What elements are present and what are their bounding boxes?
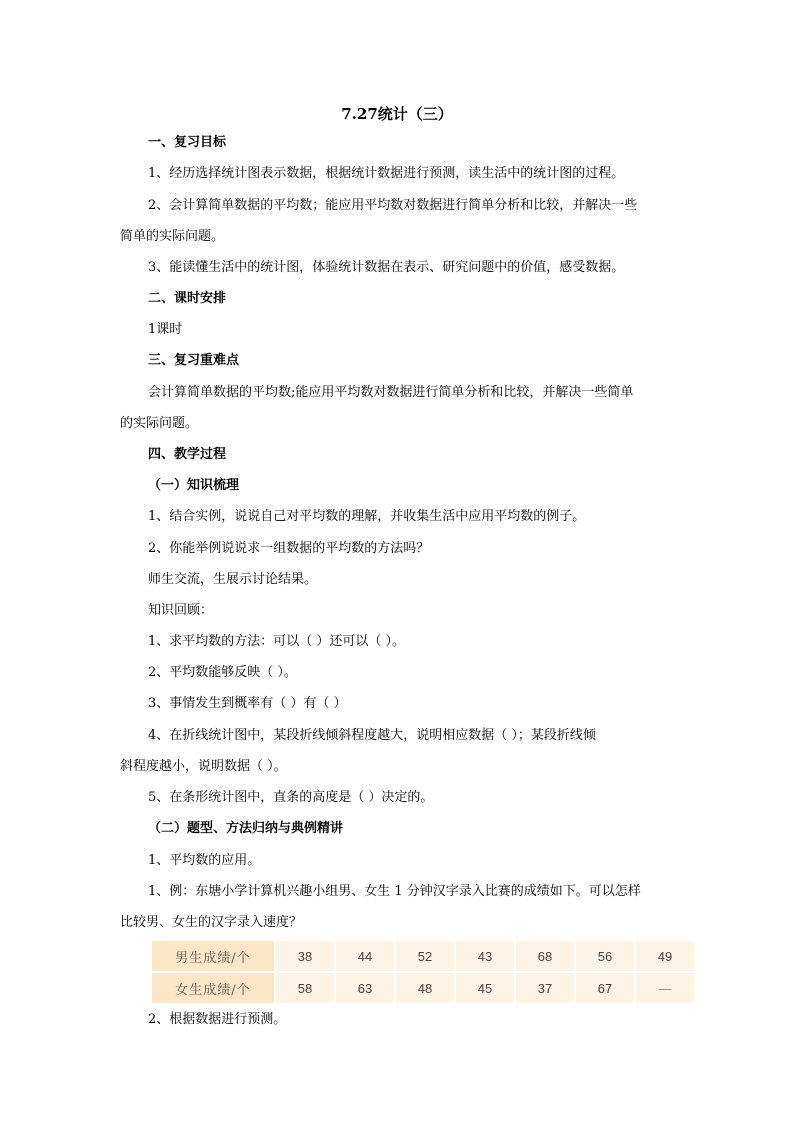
review-question-3: 3、事情发生到概率有（ ）有（ ） bbox=[148, 696, 347, 711]
table-row-boys bbox=[152, 941, 694, 972]
table-cell: 67 bbox=[575, 972, 635, 1003]
task-3: 师生交流，生展示讨论结果。 bbox=[148, 572, 318, 587]
table-cell: 48 bbox=[395, 972, 455, 1003]
review-question-5: 5、在条形统计图中，直条的高度是（ ）决定的。 bbox=[148, 790, 434, 805]
table-cell-empty: — bbox=[635, 972, 694, 1003]
goal-2: 2、会计算简单数据的平均数；能应用平均数对数据进行简单分析和比较，并解决一些 bbox=[148, 198, 638, 213]
section-heading-key-points: 三、复习重难点 bbox=[148, 353, 240, 368]
example-text: 1、例：东塘小学计算机兴趣小组男、女生 1 分钟汉字录入比赛的成绩如下。可以怎样 bbox=[148, 884, 641, 899]
table-cell: 58 bbox=[275, 972, 335, 1003]
row-label-boys: 男生成绩/个 bbox=[152, 941, 275, 972]
table-cell: 49 bbox=[635, 941, 694, 972]
table-cell: 52 bbox=[395, 941, 455, 972]
table-cell: 37 bbox=[515, 972, 575, 1003]
hours-text: 1课时 bbox=[148, 322, 183, 337]
goal-3: 3、能读懂生活中的统计图，体验统计数据在表示、研究问题中的价值，感受数据。 bbox=[148, 260, 625, 275]
row-label-girls: 女生成绩/个 bbox=[152, 972, 275, 1003]
table-cell: 38 bbox=[275, 941, 335, 972]
table-cell: 44 bbox=[335, 941, 395, 972]
table-cell: 63 bbox=[335, 972, 395, 1003]
subsection-examples: （二）题型、方法归纳与典例精讲 bbox=[148, 821, 344, 836]
section-heading-goals: 一、复习目标 bbox=[148, 135, 227, 150]
review-question-4: 4、在折线统计图中，某段折线倾斜程度越大，说明相应数据（ ）；某段折线倾 bbox=[148, 728, 596, 743]
example-heading: 1、平均数的应用。 bbox=[148, 853, 261, 868]
review-question-2: 2、平均数能够反映（ ）。 bbox=[148, 665, 297, 680]
subsection-knowledge: （一）知识梳理 bbox=[148, 478, 240, 493]
review-label: 知识回顾： bbox=[148, 603, 214, 618]
section-heading-hours: 二、课时安排 bbox=[148, 291, 227, 306]
goal-2-cont: 简单的实际问题。 bbox=[120, 229, 225, 244]
section-heading-process: 四、教学过程 bbox=[148, 447, 227, 462]
table-cell: 56 bbox=[575, 941, 635, 972]
key-point-text-cont: 的实际问题。 bbox=[120, 416, 199, 431]
example-text-cont: 比较男、女生的汉字录入速度？ bbox=[120, 915, 303, 930]
review-question-4-cont: 斜程度越小，说明数据（ ）。 bbox=[120, 759, 287, 774]
key-point-text: 会计算简单数据的平均数;能应用平均数对数据进行简单分析和比较，并解决一些简单 bbox=[148, 385, 634, 400]
review-question-1: 1、求平均数的方法：可以（ ）还可以（ ）。 bbox=[148, 634, 406, 649]
document-title: 7.27统计（三） bbox=[341, 105, 453, 123]
task-2: 2、你能举例说说求一组数据的平均数的方法吗？ bbox=[148, 541, 430, 556]
table-cell: 45 bbox=[455, 972, 515, 1003]
table-cell: 68 bbox=[515, 941, 575, 972]
table-row-girls bbox=[152, 972, 694, 1003]
score-table bbox=[152, 941, 694, 1003]
task-1: 1、结合实例，说说自己对平均数的理解，并收集生活中应用平均数的例子。 bbox=[148, 509, 586, 524]
prediction-heading: 2、根据数据进行预测。 bbox=[148, 1012, 287, 1027]
goal-1: 1、经历选择统计图表示数据，根据统计数据进行预测，读生活中的统计图的过程。 bbox=[148, 166, 625, 181]
table-cell: 43 bbox=[455, 941, 515, 972]
